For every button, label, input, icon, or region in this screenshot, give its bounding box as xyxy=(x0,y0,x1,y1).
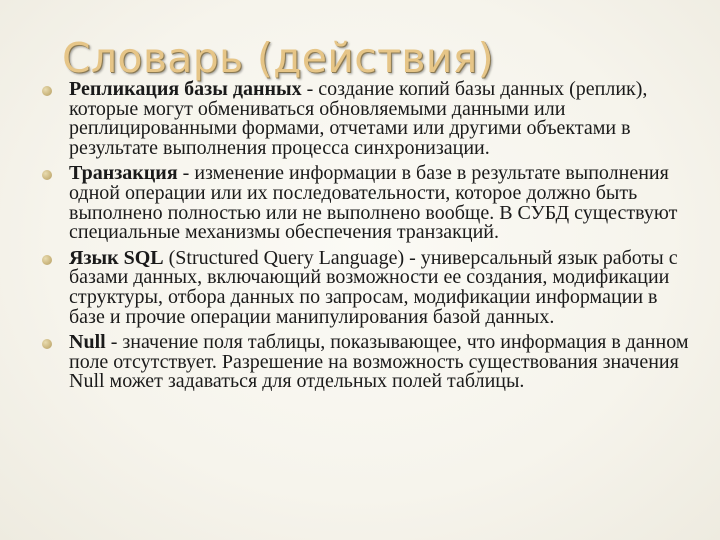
list-item xyxy=(0,333,720,392)
bullet-dot-icon xyxy=(42,339,52,349)
list-item xyxy=(0,80,720,158)
bullet-dot-icon xyxy=(42,170,52,180)
list-item xyxy=(0,164,720,242)
list-item xyxy=(0,246,720,328)
slide-title: Словарь (действия) xyxy=(62,34,494,82)
definition-text: - значение поля таблицы, показывающее, что информация в данном поле отсутствует. Разрешение на возможность существования значения Null может задаваться для отдельных полей таблицы. xyxy=(69,331,689,393)
bullet-list xyxy=(0,80,720,398)
bullet-dot-icon xyxy=(42,86,52,96)
term-replication: Репликация базы данных xyxy=(69,78,302,100)
term-null: Null xyxy=(69,331,106,354)
term-sql: Язык SQL xyxy=(69,246,164,269)
definition-text: - изменение информации в базе в результате выполнения одной операции или их последовательности, которое должно быть выполнено полностью или не выполнено вообще. В СУБД существуют специальные механизмы обеспечения транзакций. xyxy=(69,162,678,244)
definition-text: (Structured Query Language) - универсальный язык работы с базами данных, включающий возможности ее создания, модификации структуры, отбора данных по запросам, модификации информации в базе и прочие операции манипулирования базой данных. xyxy=(69,246,678,328)
term-transaction: Транзакция xyxy=(69,162,178,185)
definition-text: - создание копий базы данных (реплик), которые могут обмениваться обновляемыми данными или реплицированными формами, отчетами или другими объектами в результате выполнения процесса синхронизации. xyxy=(69,78,648,159)
bullet-dot-icon xyxy=(42,255,52,265)
